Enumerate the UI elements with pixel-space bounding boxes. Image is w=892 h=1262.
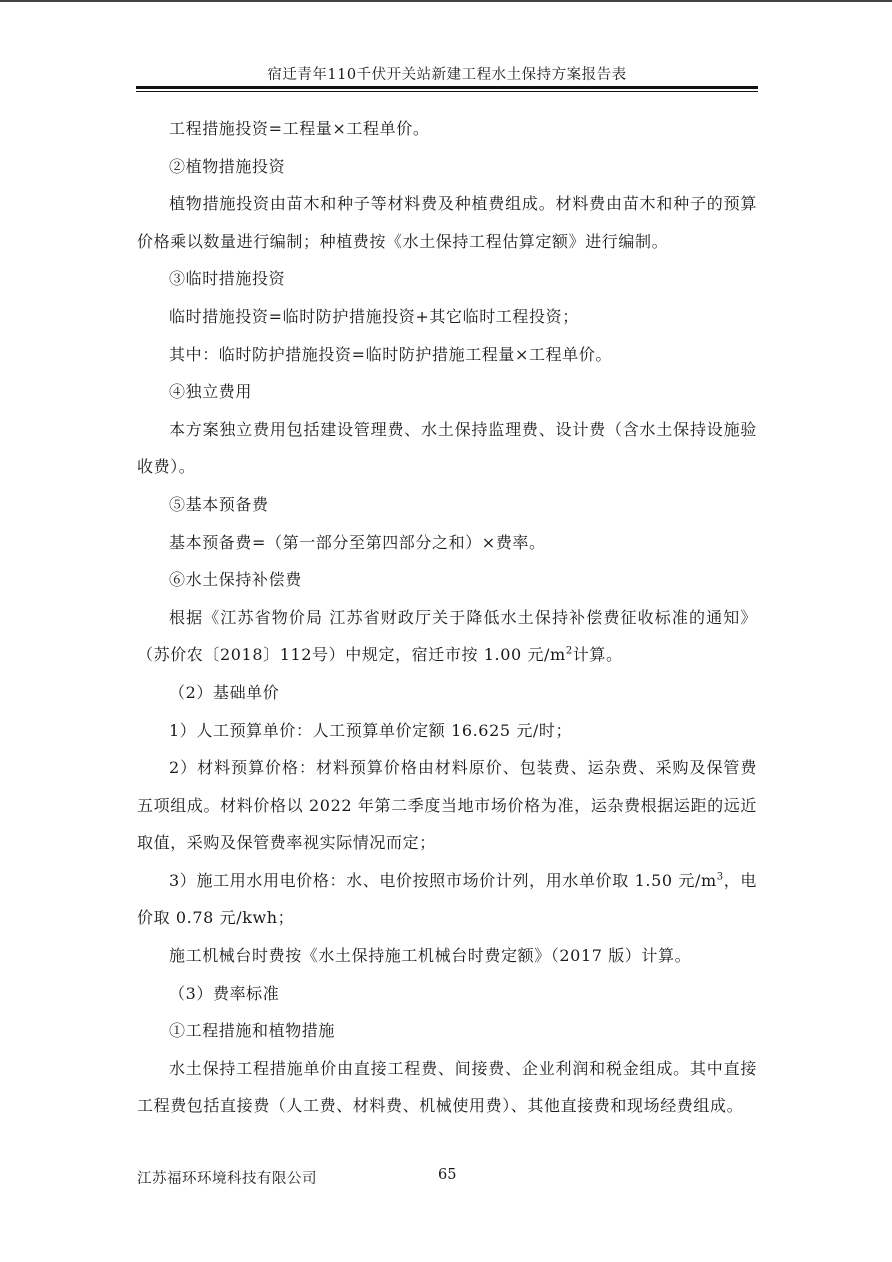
section-heading: ②植物措施投资 [169, 156, 286, 176]
text-run: 3）施工用水用电价格：水、电价按照市场价计列，用水单价取 1.50 元/m [169, 870, 717, 890]
paragraph: 施工机械台时费按《水土保持施工机械台时费定额》（2017 版）计算。 [169, 946, 692, 966]
top-border [0, 0, 892, 2]
paragraph [137, 599, 757, 674]
page-header-title: 宿迁青年110千伏开关站新建工程水土保持方案报告表 [267, 67, 627, 83]
page-number: 65 [438, 1167, 457, 1183]
paragraph: 本方案独立费用包括建设管理费、水土保持监理费、设计费（含水土保持设施验收费）。 [137, 419, 757, 477]
paragraph: 其中：临时防护措施投资=临时防护措施工程量×工程单价。 [169, 344, 613, 364]
paragraph: 植物措施投资由苗木和种子等材料费及种植费组成。材料费由苗木和种子的预算价格乘以数量进行编制；种植费按《水土保持工程估算定额》进行编制。 [137, 194, 757, 251]
paragraph: 工程措施投资=工程量×工程单价。 [169, 119, 430, 138]
superscript-3: 3 [716, 871, 724, 883]
section-heading: ③临时措施投资 [169, 269, 286, 289]
paragraph: 2）材料预算价格：材料预算价格由材料原价、包装费、运杂费、采购及保管费五项组成。材料价格以 2022 年第二季度当地市场价格为准，运杂费根据运距的远近取值，采购及保管费率视实际情况而定； [137, 758, 757, 853]
section-heading: （3）费率标准 [169, 983, 280, 1003]
section-heading: ⑥水土保持补偿费 [169, 570, 302, 590]
text-run: 根据《江苏省物价局 江苏省财政厅关于降低水土保持补偿费征收标准的通知》（苏价农〔2018〕112号）中规定，宿迁市按 1.00 元/m [137, 607, 757, 665]
text-run: ，电价取 0.78 元/kwh； [137, 870, 757, 928]
section-heading: （2）基础单价 [169, 682, 280, 702]
footer-company: 江苏福环环境科技有限公司 [137, 1171, 317, 1187]
text-run: 计算。 [572, 645, 623, 665]
section-heading: ⑤基本预备费 [169, 494, 269, 514]
paragraph: 水土保持工程措施单价由直接工程费、间接费、企业利润和税金组成。其中直接工程费包括直接费（人工费、材料费、机械使用费）、其他直接费和现场经费组成。 [137, 1058, 757, 1116]
paragraph: 1）人工预算单价：人工预算单价定额 16.625 元/时； [169, 720, 573, 740]
superscript-2: 2 [565, 645, 573, 657]
header-rule-thin [136, 91, 758, 92]
paragraph [137, 862, 757, 937]
header-rule-thick [136, 86, 758, 89]
paragraph: 基本预备费=（第一部分至第四部分之和）×费率。 [169, 532, 546, 552]
paragraph: 临时措施投资=临时防护措施投资+其它临时工程投资； [169, 306, 579, 326]
document-body [137, 110, 757, 1125]
section-heading: ④独立费用 [169, 382, 253, 402]
section-heading: ①工程措施和植物措施 [169, 1021, 336, 1041]
